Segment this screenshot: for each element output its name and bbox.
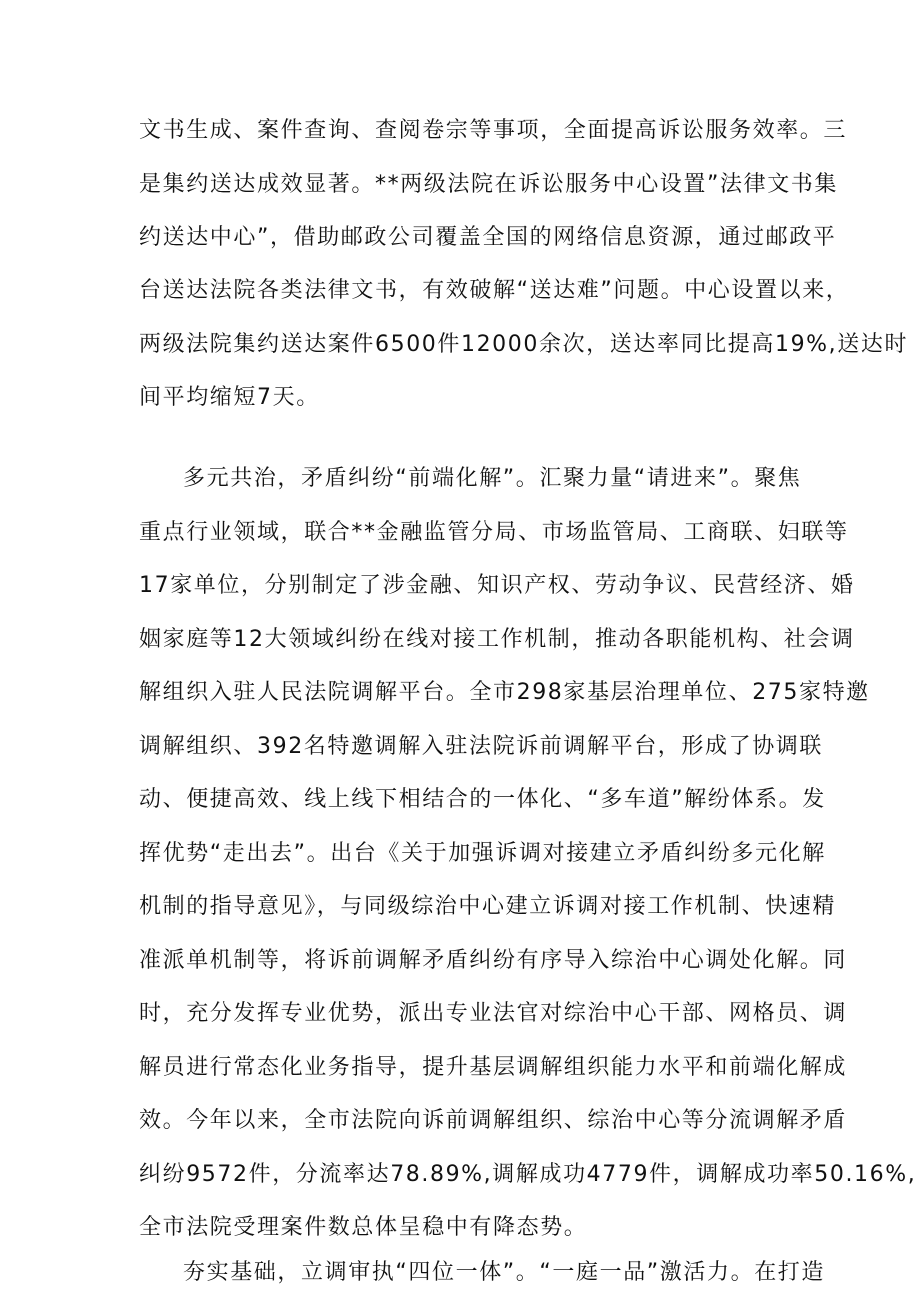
text-line: 全市法院受理案件数总体呈稳中有降态势。 [139,1215,588,1240]
text-line: 纠纷9572件，分流率达78.89%,调解成功4779件，调解成功率50.16%, [139,1162,917,1187]
text-line: 重点行业领域，联合**金融监管分局、市场监管局、工商联、妇联等 [139,520,849,545]
text-line: 时，充分发挥专业优势，派出专业法官对综治中心干部、网格员、调 [139,1001,848,1026]
text-line: 调解组织、392名特邀调解入驻法院诉前调解平台，形成了协调联 [139,734,823,759]
text-line: 17家单位，分别制定了涉金融、知识产权、劳动争议、民营经济、婚 [139,573,855,598]
text-line: 解组织入驻人民法院调解平台。全市298家基层治理单位、275家特邀 [139,680,870,705]
text-line: 台送达法院各类法律文书，有效破解“送达难”问题。中心设置以来， [139,278,850,303]
text-line: 机制的指导意见》，与同级综治中心建立诉调对接工作机制、快速精 [139,894,837,919]
text-line: 挥优势“走出去”。出台《关于加强诉调对接建立矛盾纠纷多元化解 [139,841,826,866]
text-line: 姻家庭等12大领域纠纷在线对接工作机制，推动各职能机构、社会调 [139,627,855,652]
paragraph-heading-line: 夯实基础，立调审执“四位一体”。“一庭一品”激活力。在打造 [183,1260,825,1285]
text-line: 两级法院集约送达案件6500件12000余次，送达率同比提高19%,送达时 [139,332,909,357]
text-line: 间平均缩短7天。 [139,385,320,410]
text-line: 效。今年以来，全市法院向诉前调解组织、综治中心等分流调解矛盾 [139,1108,848,1133]
text-line: 准派单机制等，将诉前调解矛盾纠纷有序导入综治中心调处化解。同 [139,948,848,973]
text-line: 约送达中心”，借助邮政公司覆盖全国的网络信息资源，通过邮政平 [139,225,837,250]
text-line: 文书生成、案件查询、查阅卷宗等事项，全面提高诉讼服务效率。三 [139,118,848,143]
text-line: 解员进行常态化业务指导，提升基层调解组织能力水平和前端化解成 [139,1055,848,1080]
paragraph-heading-line: 多元共治，矛盾纠纷“前端化解”。汇聚力量“请进来”。聚焦 [183,466,802,491]
text-line: 是集约送达成效显著。**两级法院在诉讼服务中心设置”法律文书集 [139,172,838,197]
text-line: 动、便捷高效、线上线下相结合的一体化、“多车道”解纷体系。发 [139,787,826,812]
